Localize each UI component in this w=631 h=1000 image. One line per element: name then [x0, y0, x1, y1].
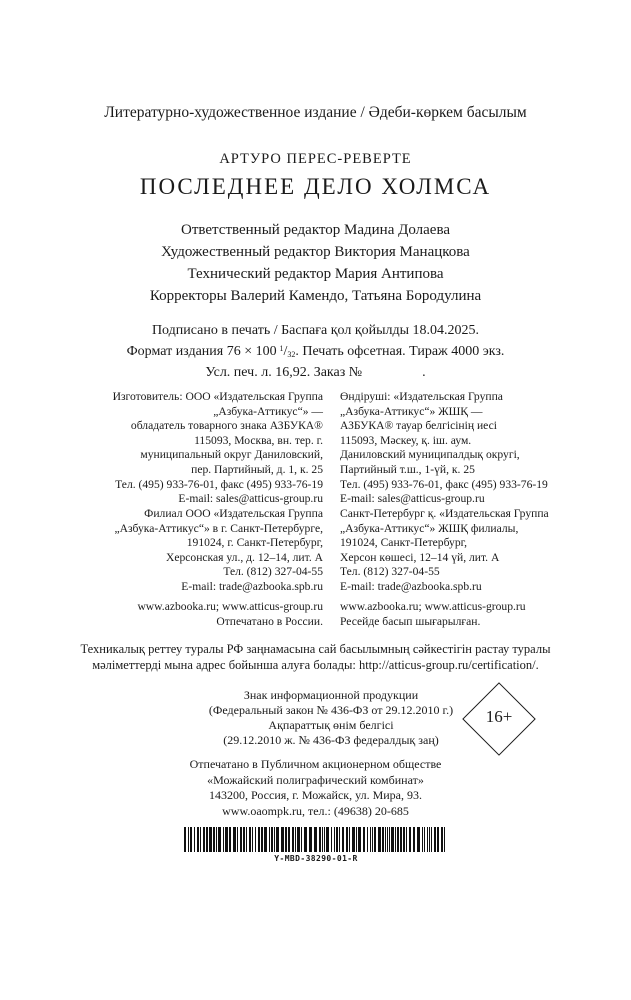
imprint-line: обладатель товарного знака АЗБУКА® [130, 419, 323, 433]
imprint-line: Партийный т.ш., 1-үй, к. 25 [340, 462, 475, 476]
barcode-bar [389, 827, 390, 852]
barcode-bar [326, 827, 329, 852]
book-title: ПОСЛЕДНЕЕ ДЕЛО ХОЛМСА [139, 174, 492, 199]
barcode-bar [352, 827, 355, 852]
barcode-bar [441, 827, 443, 852]
barcode-bar [417, 827, 420, 852]
barcode-bar [304, 827, 307, 852]
barcode-bar [252, 827, 253, 852]
barcode-bar [197, 827, 199, 852]
imprint-line: „Азбука-Аттикус“» в г. Санкт-Петербурге, [114, 521, 323, 535]
barcode-bar [218, 827, 221, 852]
barcode-bar [188, 827, 189, 852]
author-name: АРТУРО ПЕРЕС-РЕВЕРТЕ [219, 151, 412, 167]
barcode-bar [322, 827, 323, 852]
barcode-bar [203, 827, 205, 852]
barcode-bar [336, 827, 338, 852]
imprint-line: Ресейде басып шығарылған. [340, 614, 481, 628]
barcode-bar [281, 827, 284, 852]
barcode-bar [213, 827, 215, 852]
editor-line: Корректоры Валерий Камендо, Татьяна Бородулина [149, 288, 482, 304]
barcode-bar [223, 827, 224, 852]
imprint-line: Тел. (812) 327-04-55 [223, 565, 323, 579]
imprint-line: Филиал ООО «Издательская Группа [144, 507, 323, 520]
barcode-bar [434, 827, 436, 852]
branch-kz [340, 507, 549, 595]
imprint-line: Херсонская ул., д. 12–14, лит. А [165, 550, 323, 564]
barcode-bar [406, 827, 407, 852]
barcode-bar [216, 827, 217, 852]
barcode-bar [206, 827, 208, 852]
barcode-bar [237, 827, 238, 852]
web-ru [137, 600, 323, 629]
manufacturer-kz [340, 390, 548, 507]
barcode-bar [285, 827, 287, 852]
barcode-bar [276, 827, 279, 852]
barcode-bar [264, 827, 267, 852]
imprint-line: Тел. (812) 327-04-55 [340, 565, 440, 579]
barcode-bar [334, 827, 335, 852]
barcode-bar [331, 827, 332, 852]
barcode-bar [431, 827, 432, 852]
manufacturer-ru [113, 390, 323, 507]
barcode-bar [409, 827, 411, 852]
barcode-bar [397, 827, 399, 852]
barcode-bar [444, 827, 445, 852]
barcode-bar [240, 827, 242, 852]
barcode-bar [271, 827, 273, 852]
barcode-bar [288, 827, 290, 852]
printing-house-block: Отпечатано в Публичном акционерном обществе «Можайский полиграфический комбинат» 143200, Россия, г. Можайск, ул. Мира, 93. www.oaompk.ru, тел.: (49638) 20-685 [189, 757, 442, 818]
editors-block [0, 219, 631, 307]
imprint-line: Изготовитель: ООО «Издательская Группа [112, 390, 323, 403]
imprint-line: Даниловский муниципалдық округі, [340, 448, 520, 462]
barcode-bar [194, 827, 195, 852]
imprint-line: 191024, г. Санкт-Петербург, [186, 536, 323, 550]
barcode-bar [184, 827, 186, 852]
barcode-bar [339, 827, 340, 852]
imprint-line: пер. Партийный, д. 1, к. 25 [191, 462, 323, 476]
barcode-bar [378, 827, 381, 852]
barcode-bar [297, 827, 300, 852]
barcode-bar [200, 827, 201, 852]
barcode-bar [429, 827, 430, 852]
imprint-line: Херсон көшесі, 12–14 үй, лит. А [340, 550, 500, 564]
imprint-line: E-mail: sales@atticus-group.ru [340, 492, 485, 506]
barcode-bar [342, 827, 344, 852]
imprint-line: 115093, Мәскеу, қ. іш. аум. [340, 433, 472, 447]
barcode-bar [372, 827, 373, 852]
info-product-sign: Знак информационной продукции (Федеральный закон № 436-ФЗ от 29.12.2010 г.) Ақпараттық өнім белгісі (29.12.2010 ж. № 436-ФЗ федералдық заң) [208, 688, 454, 747]
imprint-line: 191024, Санкт-Петербург, [340, 536, 467, 550]
barcode-bar [395, 827, 396, 852]
imprint-line: муниципальный округ Даниловский, [140, 448, 323, 462]
barcode-bar [249, 827, 251, 852]
format-line: Формат издания 76 × 100 $^1/_{32}$. Печать офсетная. Тираж 4000 экз. [126, 344, 505, 359]
barcode-bar [295, 827, 296, 852]
barcode-bar [190, 827, 192, 852]
barcode-caption: Y-MBD-38290-01-R [274, 854, 358, 863]
barcode-bar [246, 827, 247, 852]
editor-line: Ответственный редактор Мадина Долаева [181, 222, 450, 238]
web-kz [340, 600, 526, 629]
imprint-line: Отпечатано в России. [216, 614, 323, 628]
barcode-bar [358, 827, 361, 852]
barcode-bar [269, 827, 270, 852]
imprint-line: „Азбука-Аттикус“» ЖШҚ филиалы, [340, 521, 519, 535]
imprint-line: E-mail: sales@atticus-group.ru [178, 492, 323, 506]
barcode-bar [403, 827, 405, 852]
imprint-line: www.azbooka.ru; www.atticus-group.ru [137, 600, 323, 613]
barcode-bar [229, 827, 231, 852]
barcode-bar [209, 827, 212, 852]
barcode-bar [346, 827, 348, 852]
imprint-line: E-mail: trade@azbooka.spb.ru [181, 579, 323, 593]
barcode-bar [363, 827, 365, 852]
imprint-line: Тел. (495) 933-76-01, факс (495) 933-76-19 [340, 477, 548, 491]
imprint-line: АЗБУКА® тауар белгісінің иесі [340, 419, 497, 433]
imprint-line: Тел. (495) 933-76-01, факс (495) 933-76-19 [115, 477, 323, 491]
barcode-bar [309, 827, 312, 852]
imprint-line: E-mail: trade@azbooka.spb.ru [340, 579, 482, 593]
barcode-bar [243, 827, 245, 852]
barcode-bar [233, 827, 236, 852]
branch-ru [114, 507, 323, 595]
barcode [184, 827, 448, 852]
barcode-bar [314, 827, 317, 852]
imprint-line: Өндіруші: «Издательская Группа [340, 390, 503, 403]
barcode-bar [261, 827, 263, 852]
barcode-bar [385, 827, 386, 852]
barcode-bar [370, 827, 371, 852]
barcode-bar [424, 827, 425, 852]
edition-type-line: Литературно-художественное издание / Әдеби-көркем басылым [104, 104, 527, 121]
barcode-bar [382, 827, 384, 852]
printing-details [0, 322, 631, 382]
barcode-bar [400, 827, 402, 852]
barcode-bar [427, 827, 428, 852]
barcode-bar [374, 827, 376, 852]
imprint-line: Санкт-Петербург қ. «Издательская Группа [340, 507, 549, 520]
barcode-bar [437, 827, 439, 852]
barcode-bar [387, 827, 388, 852]
barcode-bar [292, 827, 294, 852]
barcode-bar [422, 827, 423, 852]
barcode-bar [319, 827, 321, 852]
imprint-line: www.azbooka.ru; www.atticus-group.ru [340, 600, 526, 613]
imprint-line: 115093, Москва, вн. тер. г. [194, 433, 323, 447]
tech-regulation-note: Техникалық реттеу туралы РФ заңнамасына сай басылымның сәйкестігін растау туралы мәліметтерді мына адрес бойынша алуға болады: http://atticus-group.ru/certification/. [80, 642, 551, 672]
barcode-bar [274, 827, 275, 852]
sheets-line: Усл. печ. л. 16,92. Заказ № . [205, 365, 426, 380]
barcode-bar [255, 827, 256, 852]
barcode-bar [258, 827, 260, 852]
barcode-bar [349, 827, 350, 852]
barcode-bar [301, 827, 302, 852]
barcode-bar [367, 827, 368, 852]
barcode-bar [225, 827, 228, 852]
barcode-bar [356, 827, 357, 852]
imprint-line: „Азбука-Аттикус“» — [213, 404, 323, 418]
editor-line: Художественный редактор Виктория Манацкова [161, 244, 470, 260]
barcode-bar [391, 827, 394, 852]
imprint-line: „Азбука-Аттикус“» ЖШҚ — [340, 404, 483, 418]
signed-date-line: Подписано в печать / Баспаға қол қойылды 18.04.2025. [151, 323, 480, 338]
age-rating-label: 16+ [485, 707, 513, 726]
editor-line: Технический редактор Мария Антипова [187, 266, 444, 282]
barcode-bar [413, 827, 415, 852]
barcode-bar [324, 827, 325, 852]
